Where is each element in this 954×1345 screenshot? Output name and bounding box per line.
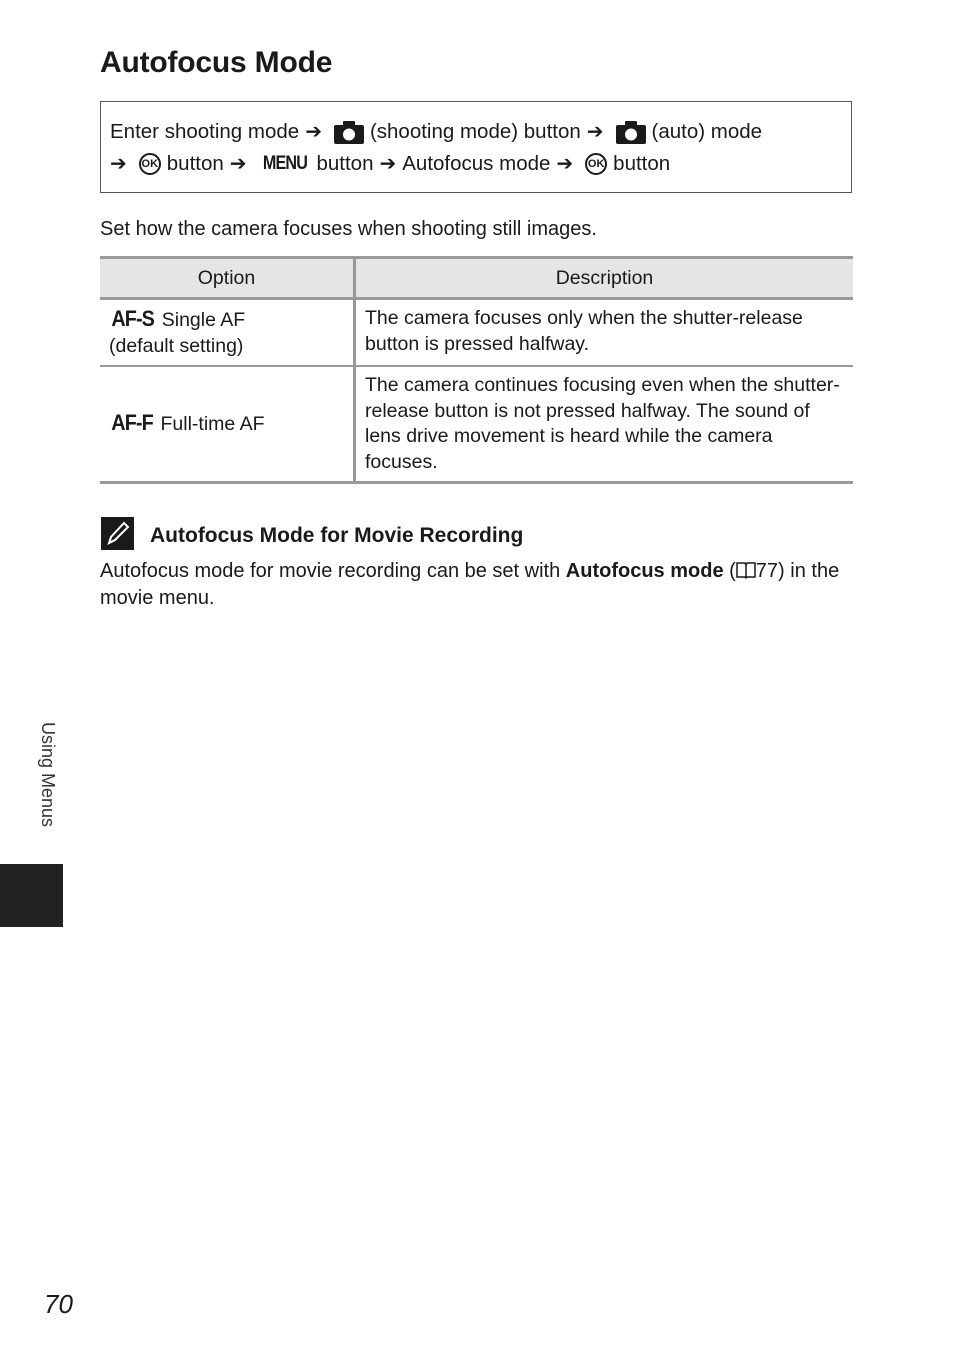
table-row (100, 299, 853, 367)
note-body (100, 558, 850, 612)
nav-shooting-mode-button: (shooting mode) button (369, 120, 581, 143)
section-tab-marker (0, 864, 63, 927)
arrow-right-icon: ➔ (586, 121, 604, 143)
ok-button-icon: OK (139, 153, 161, 175)
note-ref-open: ( (723, 560, 736, 582)
nav-enter-shooting-mode: Enter shooting mode (110, 120, 300, 143)
table-row (100, 366, 853, 483)
nav-autofocus-mode: Autofocus mode (402, 152, 551, 175)
arrow-right-icon: ➔ (305, 121, 322, 143)
pencil-note-icon (101, 517, 134, 550)
option-cell (100, 299, 355, 367)
page-title: Autofocus Mode (100, 46, 333, 79)
arrow-right-icon: ➔ (229, 153, 247, 175)
nav-menu-button: button (316, 152, 374, 175)
section-side-label: Using Menus (38, 722, 58, 828)
options-table (100, 256, 853, 484)
book-reference-icon (736, 560, 756, 582)
nav-auto-mode: (auto) mode (651, 120, 763, 143)
arrow-right-icon: ➔ (556, 153, 574, 175)
camera-icon (334, 121, 364, 144)
nav-ok-button: button (166, 152, 224, 175)
option-label: Full-time AF (160, 413, 265, 436)
nav-ok-button-final: button (613, 152, 671, 175)
navigation-path-line-1 (110, 116, 843, 148)
option-label: Single AF (161, 309, 246, 331)
af-f-icon: AF-F (111, 410, 153, 436)
arrow-right-icon: ➔ (379, 153, 397, 175)
note-ref-page: 77 (755, 560, 779, 582)
note-title: Autofocus Mode for Movie Recording (150, 524, 524, 547)
page-number: 70 (44, 1289, 73, 1319)
note-body-end: ) in the movie menu. (100, 560, 840, 609)
description-cell: The camera continues focusing even when the shutter-release button is not pressed halfway. The sound of lens drive movement is heard while the camera focuses. (355, 366, 854, 483)
header-option: Option (100, 258, 355, 299)
navigation-path-line-2 (110, 148, 843, 180)
header-description: Description (355, 258, 854, 299)
arrow-right-icon: ➔ (110, 153, 127, 175)
menu-button-icon: MENU (262, 153, 307, 174)
option-default-note: (default setting) (109, 334, 244, 357)
option-cell (100, 366, 355, 483)
intro-text: Set how the camera focuses when shooting still images. (100, 218, 597, 240)
ok-button-icon: OK (585, 153, 607, 175)
auto-mode-camera-icon (616, 121, 646, 144)
description-cell: The camera focuses only when the shutter-release button is pressed halfway. (355, 299, 854, 367)
navigation-path-box (100, 101, 852, 193)
note-body-text: Autofocus mode for movie recording can be set with (100, 560, 566, 582)
note-body-bold: Autofocus mode (565, 560, 724, 582)
table-header-row (100, 258, 853, 299)
af-s-icon: AF-S (111, 306, 154, 331)
